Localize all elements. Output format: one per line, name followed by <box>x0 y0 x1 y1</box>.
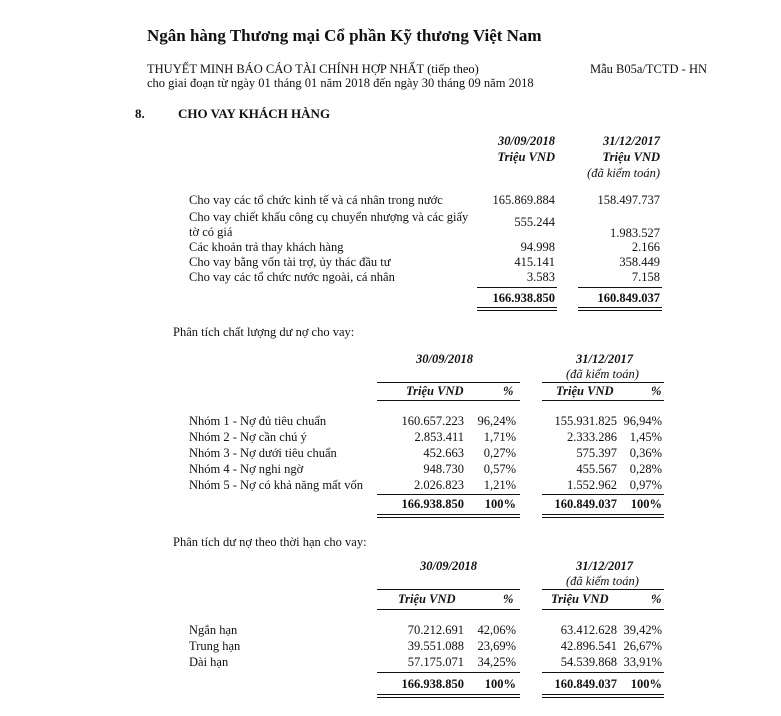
loans-col2-unit: Triệu VND <box>602 150 660 164</box>
row-pct-2017: 26,67% <box>623 639 662 653</box>
row-label: Các khoản trả thay khách hàng <box>189 240 344 254</box>
row-pct-2017: 96,94% <box>623 414 662 428</box>
total-double-rule <box>578 307 662 311</box>
row-value-2017: 2.333.286 <box>567 430 617 444</box>
row-label: Nhóm 2 - Nợ cần chú ý <box>189 430 307 444</box>
row-pct-2018: 96,24% <box>477 414 516 428</box>
quality-title: Phân tích chất lượng dư nợ cho vay: <box>173 325 355 339</box>
loans-col2-note: (đã kiểm toán) <box>587 166 660 180</box>
loans-total-2017: 160.849.037 <box>597 291 660 305</box>
row-value-2017: 7.158 <box>631 270 660 284</box>
quality-pct-2: % <box>651 384 662 398</box>
loans-col2-date: 31/12/2017 <box>603 134 660 148</box>
row-value-2018: 94.998 <box>520 240 555 254</box>
row-value-2018: 2.026.823 <box>414 478 464 492</box>
term-pct-2: % <box>651 592 662 606</box>
row-label: Cho vay các tổ chức nước ngoài, cá nhân <box>189 270 395 284</box>
row-value-2017: 1.983.527 <box>610 226 660 240</box>
total-double-rule <box>377 694 520 698</box>
term-pct-1: % <box>503 592 514 606</box>
header-rule <box>377 589 520 590</box>
row-value-2017: 158.497.737 <box>597 193 660 207</box>
header-rule <box>542 609 664 610</box>
row-pct-2017: 1,45% <box>629 430 662 444</box>
total-double-rule <box>377 514 520 518</box>
row-value-2017: 575.397 <box>576 446 617 460</box>
row-value-2018: 70.212.691 <box>407 623 464 637</box>
row-label: Trung hạn <box>189 639 241 653</box>
term-total-pct-2018: 100% <box>484 677 516 691</box>
row-value-2017: 358.449 <box>619 255 660 269</box>
row-pct-2017: 33,91% <box>623 655 662 669</box>
quality-col2-note: (đã kiểm toán) <box>566 367 639 381</box>
loans-col1-unit: Triệu VND <box>497 150 555 164</box>
row-pct-2017: 0,36% <box>629 446 662 460</box>
row-label: Dài hạn <box>189 655 229 669</box>
row-value-2017: 455.567 <box>576 462 617 476</box>
row-pct-2017: 0,97% <box>629 478 662 492</box>
row-value-2017: 42.896.541 <box>560 639 617 653</box>
term-col2-note: (đã kiểm toán) <box>566 574 639 588</box>
subtotal-rule <box>542 672 664 673</box>
row-value-2018: 3.583 <box>526 270 555 284</box>
report-period: cho giai đoạn từ ngày 01 tháng 01 năm 2018 đến ngày 30 tháng 09 năm 2018 <box>147 76 534 90</box>
row-value-2018: 57.175.071 <box>407 655 464 669</box>
subtotal-rule <box>377 494 520 495</box>
header-rule <box>377 400 520 401</box>
quality-total-2017: 160.849.037 <box>554 497 617 511</box>
term-title: Phân tích dư nợ theo thời hạn cho vay: <box>173 535 367 549</box>
row-value-2017: 2.166 <box>631 240 660 254</box>
row-pct-2018: 0,27% <box>483 446 516 460</box>
term-col2-date: 31/12/2017 <box>576 559 633 573</box>
row-pct-2018: 42,06% <box>477 623 516 637</box>
quality-unit-2: Triệu VND <box>556 384 614 398</box>
total-double-rule <box>542 514 664 518</box>
loans-total-2018: 166.938.850 <box>492 291 555 305</box>
row-label: Nhóm 3 - Nợ dưới tiêu chuẩn <box>189 446 337 460</box>
row-pct-2018: 34,25% <box>477 655 516 669</box>
row-pct-2017: 39,42% <box>623 623 662 637</box>
row-label: Nhóm 5 - Nợ có khả năng mất vốn <box>189 478 363 492</box>
quality-pct-1: % <box>503 384 514 398</box>
subtotal-rule <box>542 494 664 495</box>
bank-name: Ngân hàng Thương mại Cổ phần Kỹ thương Việt Nam <box>147 26 542 45</box>
row-label: Cho vay các tổ chức kinh tế và cá nhân trong nước <box>189 193 443 207</box>
row-value-2018: 948.730 <box>423 462 464 476</box>
row-pct-2018: 1,71% <box>483 430 516 444</box>
row-value-2017: 54.539.868 <box>560 655 617 669</box>
row-label-cont: tờ có giá <box>189 225 233 239</box>
header-rule <box>542 382 664 383</box>
row-label: Cho vay chiết khấu công cụ chuyển nhượng và các giấy <box>189 210 469 224</box>
section-number: 8. <box>135 106 145 121</box>
row-value-2017: 1.552.962 <box>567 478 617 492</box>
subtotal-rule <box>477 287 557 288</box>
term-col1-date: 30/09/2018 <box>420 559 477 573</box>
term-total-pct-2017: 100% <box>630 677 662 691</box>
subtotal-rule <box>578 287 662 288</box>
section-title: CHO VAY KHÁCH HÀNG <box>178 106 331 121</box>
row-label: Nhóm 4 - Nợ nghi ngờ <box>189 462 304 476</box>
row-label: Cho vay bằng vốn tài trợ, ủy thác đầu tư <box>189 255 391 269</box>
quality-col2-date: 31/12/2017 <box>576 352 633 366</box>
term-unit-1: Triệu VND <box>398 592 456 606</box>
header-rule <box>542 589 664 590</box>
subtotal-rule <box>377 672 520 673</box>
row-value-2018: 452.663 <box>423 446 464 460</box>
row-value-2018: 415.141 <box>514 255 555 269</box>
total-double-rule <box>477 307 557 311</box>
row-value-2018: 160.657.223 <box>401 414 464 428</box>
row-value-2018: 165.869.884 <box>492 193 555 207</box>
term-total-2017: 160.849.037 <box>554 677 617 691</box>
quality-total-2018: 166.938.850 <box>401 497 464 511</box>
row-label: Nhóm 1 - Nợ đủ tiêu chuẩn <box>189 414 327 428</box>
row-value-2018: 555.244 <box>514 215 555 229</box>
row-label: Ngắn hạn <box>189 623 238 637</box>
term-unit-2: Triệu VND <box>551 592 609 606</box>
row-value-2018: 2.853.411 <box>414 430 464 444</box>
quality-total-pct-2017: 100% <box>630 497 662 511</box>
quality-unit-1: Triệu VND <box>406 384 464 398</box>
row-pct-2017: 0,28% <box>629 462 662 476</box>
header-rule <box>377 382 520 383</box>
row-pct-2018: 0,57% <box>483 462 516 476</box>
row-value-2018: 39.551.088 <box>407 639 464 653</box>
term-total-2018: 166.938.850 <box>401 677 464 691</box>
form-code: Mẫu B05a/TCTD - HN <box>590 62 707 76</box>
quality-col1-date: 30/09/2018 <box>416 352 473 366</box>
row-value-2017: 63.412.628 <box>560 623 617 637</box>
row-pct-2018: 23,69% <box>477 639 516 653</box>
header-rule <box>377 609 520 610</box>
row-value-2017: 155.931.825 <box>554 414 617 428</box>
quality-total-pct-2018: 100% <box>484 497 516 511</box>
loans-col1-date: 30/09/2018 <box>498 134 555 148</box>
report-title: THUYẾT MINH BÁO CÁO TÀI CHÍNH HỢP NHẤT (tiếp theo) <box>147 62 479 76</box>
total-double-rule <box>542 694 664 698</box>
header-rule <box>542 400 664 401</box>
row-pct-2018: 1,21% <box>483 478 516 492</box>
